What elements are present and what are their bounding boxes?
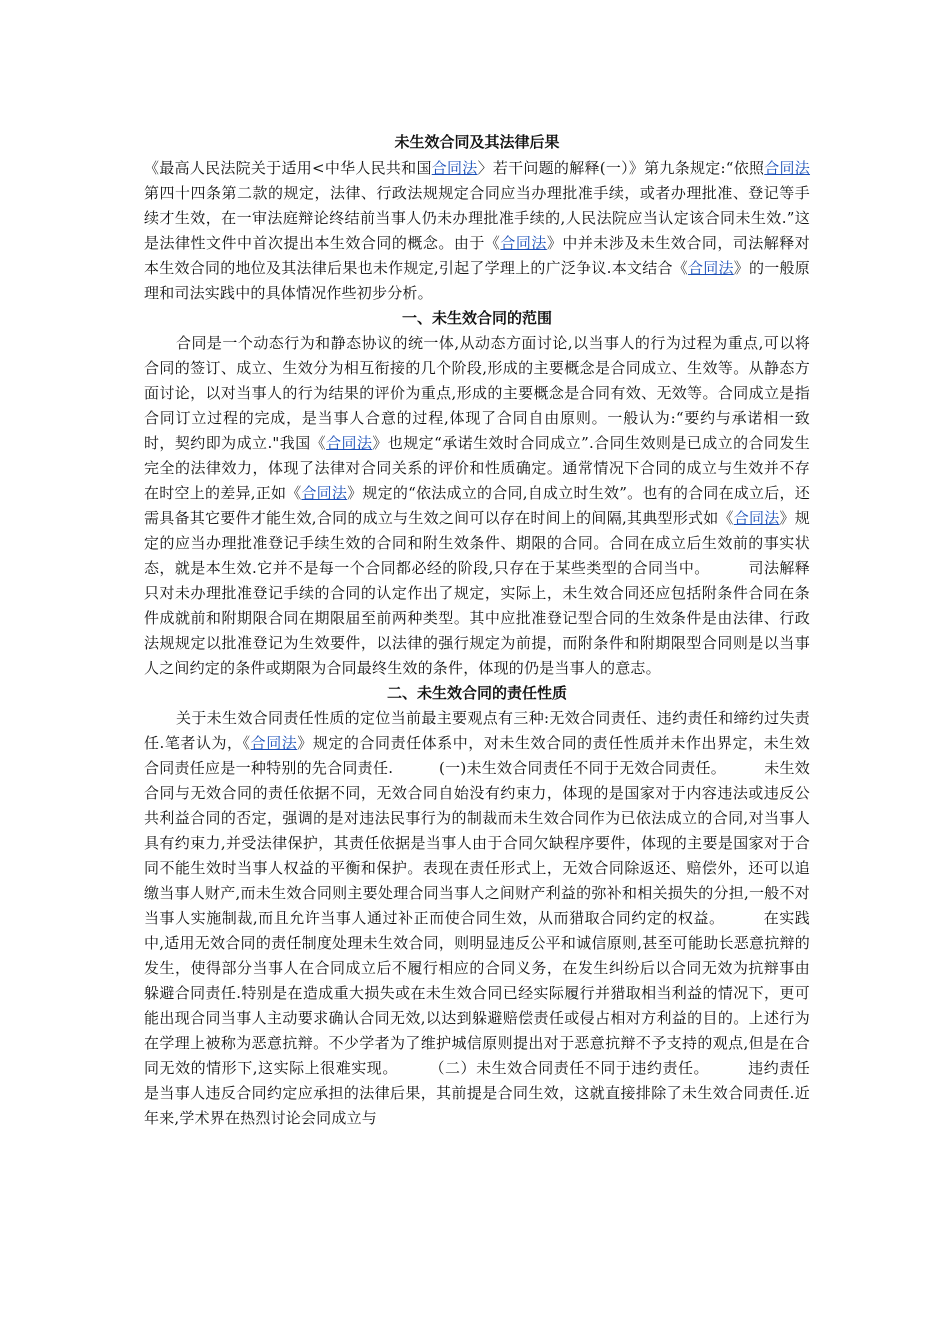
paragraph-text: 》规定的“依法成立的合同,自成立时生效”。也有的合同在成立后，还需具备其它要件才能生效,合同的成立与生效之间可以存在时间上的间隔,其典型形式如《 bbox=[144, 484, 810, 527]
paragraph-text: 》规定的应当办理批准登记手续生效的合同和附生效条件、期限的合同。合同在成立后生效前的事实状态，就是本生效.它并不是每一个合同都必经的阶段,只存在于某些类型的合同当中。 司法解释只对未办理批准登记手续的合同的认定作出了规定，实际上，未生效合同还应包括附条件合同在条件成就前和附期限合同在期限届至前两种类型。其中应批准登记型合同的生效条件是由法律、行政法规规定以批准登记为生效要件，以法律的强行规定为前提，而附条件和附期限型合同则是以当事人之间约定的条件或期限为合同最终生效的条件，体现的仍是当事人的意志。 bbox=[144, 509, 811, 677]
paragraph-text: 合同是一个动态行为和静态协议的统一体,从动态方面讨论,以当事人的行为过程为重点,可以将合同的签订、成立、生效分为相互衔接的几个阶段,形成的主要概念是合同成立、生效等。从静态方面讨论，以对当事人的行为结果的评价为重点,形成的主要概念是合同有效、无效等。合同成立是指合同订立过程的完成，是当事人合意的过程,体现了合同自由原则。一般认为:“要约与承诺相一致时，契约即为成立."我国《 bbox=[144, 334, 810, 452]
contract-law-link[interactable]: 合同法 bbox=[250, 734, 298, 752]
paragraph-text: 关于未生效合同责任性质的定位当前最主要观点有三种:无效合同责任、违约责任和缔约过失责任.笔者认为，《 bbox=[144, 709, 810, 752]
section-2-paragraph bbox=[144, 706, 810, 1131]
contract-law-link[interactable]: 合同法 bbox=[733, 509, 780, 527]
paragraph-text: 》的一般原理和司法实践中的具体情况作些初步分析。 bbox=[144, 259, 810, 302]
intro-paragraph bbox=[144, 156, 810, 306]
contract-law-link[interactable]: 合同法 bbox=[687, 259, 734, 277]
paragraph-text: 》中并未涉及未生效合同，司法解释对本生效合同的地位及其法律后果也未作规定,引起了学理上的广泛争议.本文结合《 bbox=[144, 234, 810, 277]
contract-law-link[interactable]: 合同法 bbox=[500, 234, 547, 252]
section-1-heading: 一、未生效合同的范围 bbox=[401, 309, 552, 327]
paragraph-text: 》也规定“承诺生效时合同成立”.合同生效则是已成立的合同发生完全的法律效力，体现了法律对合同关系的评价和性质确定。通常情况下合同的成立与生效并不存在时空上的差异,正如《 bbox=[144, 434, 810, 502]
section-2-heading: 二、未生效合同的责任性质 bbox=[386, 684, 567, 702]
paragraph-text: 第四十四条第二款的规定，法律、行政法规规定合同应当办理批准手续，或者办理批准、登记等手续才生效，在一审法庭辩论终结前当事人仍未办理批准手续的,人民法院应当认定该合同未生效.”这是法律性文件中首次提出本生效合同的概念。由于《 bbox=[144, 184, 810, 252]
document-page bbox=[144, 120, 810, 1131]
paragraph-text: 《最高人民法院关于适用<中华人民共和国 bbox=[144, 159, 432, 177]
contract-law-link[interactable]: 合同法 bbox=[764, 159, 811, 177]
contract-law-link[interactable]: 合同法 bbox=[326, 434, 373, 452]
document-title: 未生效合同及其法律后果 bbox=[394, 133, 560, 151]
contract-law-link[interactable]: 合同法 bbox=[431, 159, 478, 177]
section-1-paragraph bbox=[144, 331, 810, 681]
paragraph-text: 〉若干问题的解释(一）》第九条规定:“依照 bbox=[477, 159, 765, 177]
contract-law-link[interactable]: 合同法 bbox=[301, 484, 348, 502]
paragraph-text: 》规定的合同责任体系中，对未生效合同的责任性质并未作出界定，未生效合同责任应是一种特别的先合同责任. (一)未生效合同责任不同于无效合同责任。 未生效合同与无效合同的责任依据不同，无效合同自始没有约束力，体现的是国家对于内容违法或违反公共利益合同的否定，强调的是对违法民事行为的制裁而未生效合同作为已依法成立的合同,对当事人具有约束力,并受法律保护，其责任依据是当事人由于合同欠缺程序要件，体现的主要是国家对于合同不能生效时当事人权益的平衡和保护。表现在责任形式上，无效合同除返还、赔偿外，还可以追缴当事人财产,而未生效合同则主要处理合同当事人之间财产利益的弥补和相关损失的分担,一般不对当事人实施制裁,而且允许当事人通过补正而使合同生效，从而猎取合同约定的权益。 在实践中,适用无效合同的责任制度处理未生效合同，则明显违反公平和诚信原则,甚至可能助长恶意抗辩的发生，使得部分当事人在合同成立后不履行相应的合同义务，在发生纠纷后以合同无效为抗辩事由躲避合同责任.特别是在造成重大损失或在未生效合同已经实际履行并猎取相当利益的情况下，更可能出现合同当事人主动要求确认合同无效,以达到躲避赔偿责任或侵占相对方利益的目的。上述行为在学理上被称为恶意抗辩。不少学者为了维护城信原则提出对于恶意抗辩不予支持的观点,但是在合同无效的情形下,这实际上很难实现。 （二）未生效合同责任不同于违约责任。 违约责任是当事人违反合同约定应承担的法律后果，其前提是合同生效，这就直接排除了未生效合同责任.近年来,学术界在热烈讨论会同成立与 bbox=[144, 734, 810, 1127]
